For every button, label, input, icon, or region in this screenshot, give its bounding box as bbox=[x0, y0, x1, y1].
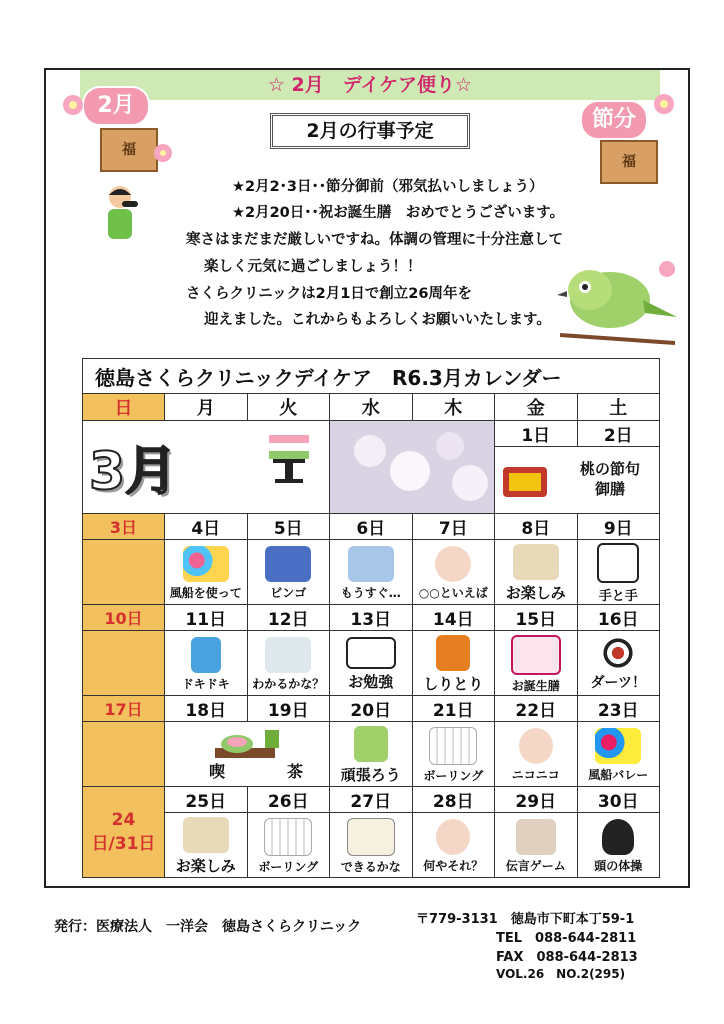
bowling-pins-icon bbox=[264, 818, 312, 856]
date-cell: 14日 bbox=[412, 605, 495, 631]
hands-icon bbox=[597, 543, 639, 583]
date-cell: 25日 bbox=[165, 787, 248, 813]
activity-cell bbox=[165, 631, 248, 696]
weekday-header: 土 bbox=[577, 394, 660, 421]
volume-number: VOL.26 NO.2(295) bbox=[496, 967, 626, 981]
date-cell: 21日 bbox=[412, 696, 495, 722]
puzzled-elder-icon bbox=[265, 637, 311, 673]
march-graphic-cell bbox=[83, 421, 330, 514]
person-eating-ehomaki-icon bbox=[100, 183, 140, 243]
notice-line: ★2月2･3日･･節分御前（邪気払いしましょう） bbox=[232, 179, 544, 195]
hishimochi-icon bbox=[259, 429, 319, 489]
date-cell: 24日/31日 bbox=[83, 787, 165, 878]
activity-label: ドキドキ bbox=[181, 676, 230, 691]
date-cell: 28日 bbox=[412, 787, 495, 813]
date-cell: 30日 bbox=[577, 787, 660, 813]
activity-cell bbox=[165, 813, 248, 878]
bean-box-label: 福 bbox=[122, 142, 136, 158]
bird-illustration bbox=[555, 255, 680, 345]
cherry-blossom-icon bbox=[330, 421, 494, 509]
dartboard-icon bbox=[601, 636, 635, 670]
date-cell: 19日 bbox=[247, 696, 330, 722]
date-cell: 26日 bbox=[247, 787, 330, 813]
date-cell: 11日 bbox=[165, 605, 248, 631]
publisher: 発行：医療法人 一洋会 徳島さくらクリニック bbox=[54, 919, 362, 935]
date-cell: 12日 bbox=[247, 605, 330, 631]
bean-box-illustration bbox=[600, 140, 658, 184]
bowling-pins-icon bbox=[429, 727, 477, 765]
date-cell: 6日 bbox=[330, 514, 413, 540]
calendar-table bbox=[82, 358, 660, 878]
cherry-blossom-photo bbox=[330, 421, 495, 514]
activity-label: ニコニコ bbox=[511, 767, 560, 782]
activity-cell bbox=[495, 631, 578, 696]
activity-cell bbox=[412, 631, 495, 696]
activity-label: 手と手 bbox=[598, 588, 638, 604]
date-cell: 8日 bbox=[495, 514, 578, 540]
activity-cell bbox=[330, 722, 413, 787]
activity-cell bbox=[412, 540, 495, 605]
date-cell: 3日 bbox=[83, 514, 165, 540]
activity-cell bbox=[330, 540, 413, 605]
bean-box-label: 福 bbox=[622, 154, 636, 170]
date-cell: 4日 bbox=[165, 514, 248, 540]
hinamatsuri-event-cell bbox=[495, 447, 660, 514]
tea-time-cell bbox=[165, 722, 330, 787]
activity-label: お誕生膳 bbox=[511, 678, 560, 693]
activity-label: ボーリング bbox=[258, 859, 319, 874]
sunday-cell bbox=[83, 631, 165, 696]
activity-cell bbox=[247, 540, 330, 605]
activity-cell bbox=[577, 631, 660, 696]
nervous-boy-icon bbox=[191, 637, 221, 673]
activity-cell bbox=[495, 813, 578, 878]
smiling-elder-icon bbox=[519, 728, 553, 764]
fax-number: FAX 088-644-2813 bbox=[496, 950, 638, 965]
address: 〒779-3131 徳島市下町本丁59-1 bbox=[416, 912, 635, 927]
activity-label: お楽しみ bbox=[175, 856, 236, 875]
date-cell: 29日 bbox=[495, 787, 578, 813]
activity-label: しりとり bbox=[423, 674, 484, 693]
plum-blossom-icon bbox=[58, 90, 88, 120]
activity-label: できるかな bbox=[340, 859, 401, 874]
sunday-cell bbox=[83, 722, 165, 787]
brain-head-icon bbox=[602, 819, 634, 855]
month-badge: 2月 bbox=[82, 86, 150, 126]
plum-blossom-icon bbox=[650, 90, 678, 118]
spring-blossom-icon bbox=[348, 546, 394, 582]
notice-line: 迎えました。これからもよろしくお願いいたします。 bbox=[204, 312, 551, 328]
notebook-pencil-icon bbox=[346, 637, 396, 669]
activity-label: もうすぐ… bbox=[340, 585, 401, 600]
date-cell: 10日 bbox=[83, 605, 165, 631]
activity-label: わかるかな？ bbox=[252, 676, 325, 691]
activity-cell bbox=[165, 540, 248, 605]
birthday-cake-icon bbox=[511, 635, 561, 675]
date-cell: 18日 bbox=[165, 696, 248, 722]
balloon-volley-icon bbox=[595, 728, 641, 764]
activity-label: ○○といえば bbox=[418, 585, 488, 600]
activity-label: 頑張ろう bbox=[340, 765, 401, 784]
date-cell: 13日 bbox=[330, 605, 413, 631]
activity-cell bbox=[495, 540, 578, 605]
plum-blossom-icon bbox=[150, 140, 176, 166]
activity-label: 茶 bbox=[287, 762, 304, 781]
wagashi-tea-icon bbox=[215, 728, 285, 764]
activity-label: ボーリング bbox=[423, 768, 484, 783]
bento-box-icon bbox=[499, 457, 559, 507]
date-cell: 15日 bbox=[495, 605, 578, 631]
activity-cell bbox=[577, 722, 660, 787]
activity-cell bbox=[412, 722, 495, 787]
shiritori-animals-icon bbox=[436, 635, 470, 671]
notice-line: 寒さはまだまだ厳しいですね。体調の管理に十分注意して bbox=[186, 232, 563, 248]
activity-cell bbox=[247, 631, 330, 696]
date-cell: 22日 bbox=[495, 696, 578, 722]
fun-group-icon bbox=[513, 544, 559, 580]
date-cell: 2日 bbox=[577, 421, 660, 447]
date-cell: 17日 bbox=[83, 696, 165, 722]
date-cell: 20日 bbox=[330, 696, 413, 722]
newsletter-banner: ☆ 2月 デイケア便り☆ bbox=[80, 70, 660, 100]
activity-label: 喫 bbox=[209, 762, 226, 781]
weekday-header: 木 bbox=[412, 394, 495, 421]
phone-number: TEL 088-644-2811 bbox=[496, 931, 637, 946]
section-title: 2月の行事予定 bbox=[270, 113, 470, 149]
activity-label: 伝言ゲーム bbox=[505, 858, 566, 873]
activity-label: お楽しみ bbox=[505, 583, 566, 602]
fun-group-icon bbox=[183, 817, 229, 853]
activity-cell bbox=[330, 813, 413, 878]
weekday-header: 火 bbox=[247, 394, 330, 421]
date-cell: 1日 bbox=[495, 421, 578, 447]
activity-label: ビンゴ bbox=[270, 585, 307, 600]
weekday-header: 金 bbox=[495, 394, 578, 421]
month-graphic-text: 3月 bbox=[89, 442, 178, 502]
studying-person-icon bbox=[347, 818, 395, 856]
date-cell: 9日 bbox=[577, 514, 660, 540]
weekday-header: 水 bbox=[330, 394, 413, 421]
notice-line: ★2月20日･･祝お誕生膳 おめでとうございます。 bbox=[232, 205, 565, 221]
thinking-elder-icon bbox=[435, 546, 471, 582]
notice-line: 楽しく元気に過ごしましょう！！ bbox=[204, 259, 422, 275]
notice-line: さくらクリニックは2月1日で創立26周年を bbox=[186, 286, 472, 302]
activity-label: 何やそれ？ bbox=[423, 858, 484, 873]
activity-cell bbox=[247, 813, 330, 878]
date-cell: 23日 bbox=[577, 696, 660, 722]
activity-cell bbox=[412, 813, 495, 878]
bingo-icon bbox=[265, 546, 311, 582]
activity-cell bbox=[577, 813, 660, 878]
sunday-cell bbox=[83, 540, 165, 605]
date-cell: 7日 bbox=[412, 514, 495, 540]
date-cell: 27日 bbox=[330, 787, 413, 813]
date-cell: 5日 bbox=[247, 514, 330, 540]
weekday-header: 月 bbox=[165, 394, 248, 421]
calendar-title: 徳島さくらクリニックデイケア R6.3月カレンダー bbox=[83, 359, 660, 394]
activity-label: 風船を使って bbox=[169, 585, 242, 600]
date-cell: 16日 bbox=[577, 605, 660, 631]
activity-cell bbox=[495, 722, 578, 787]
activity-label: 頭の体操 bbox=[594, 858, 643, 873]
confused-elder-icon bbox=[436, 819, 470, 855]
activity-label: 風船バレー bbox=[588, 767, 649, 782]
whisper-game-icon bbox=[516, 819, 556, 855]
weekday-header: 日 bbox=[83, 394, 165, 421]
activity-label: お勉強 bbox=[348, 672, 394, 691]
event-label: 桃の節句御膳 bbox=[579, 460, 640, 498]
activity-cell bbox=[577, 540, 660, 605]
setsubun-badge: 節分 bbox=[580, 100, 648, 140]
balloons-icon bbox=[183, 546, 229, 582]
activity-label: ダーツ！ bbox=[590, 675, 646, 691]
activity-cell bbox=[330, 631, 413, 696]
cheering-elder-icon bbox=[354, 726, 388, 762]
